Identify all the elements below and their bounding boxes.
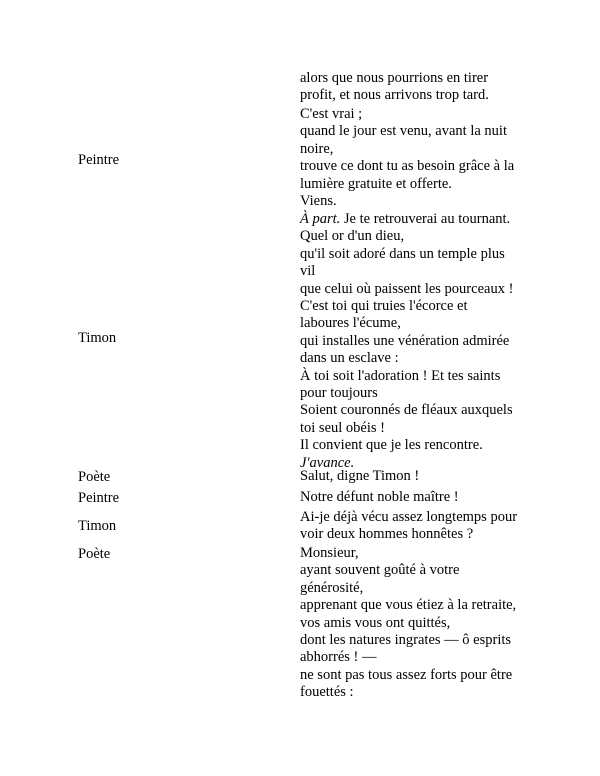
speech-line: ne sont pas tous assez forts pour être [300, 666, 513, 683]
speaker-name: Timon [78, 518, 117, 534]
speech-line: C'est toi qui truies l'écorce et [300, 298, 468, 315]
speech-text [300, 509, 530, 544]
speaker-name: Timon [78, 330, 117, 346]
speech-fragment: Je te retrouverai au tournant. [340, 211, 511, 227]
speech-line: alors que nous pourrions en tirer [300, 70, 489, 86]
speech-line: Ai-je déjà vécu assez longtemps pour [300, 509, 518, 525]
speech-line: Salut, digne Timon ! [300, 468, 420, 484]
speaker-name: Peintre [78, 152, 120, 168]
speech-line: voir deux hommes honnêtes ? [300, 526, 474, 543]
speech-line: C'est vrai ; [300, 106, 363, 122]
stage-direction: J'avance. [300, 454, 355, 471]
speech-text [300, 106, 530, 210]
speech-line: Viens. [300, 193, 337, 210]
speech-line: lumière gratuite et offerte. [300, 175, 452, 192]
speech-line: Quel or d'un dieu, [300, 228, 405, 245]
speech-line: pour toujours [300, 385, 378, 402]
speech-line: fouettés : [300, 684, 354, 701]
stage-direction: À part. [300, 211, 341, 227]
speech-text [300, 70, 530, 105]
speech-line: Il convient que je les rencontre. [300, 437, 483, 454]
speech-line: quand le jour est venu, avant la nuit [300, 123, 507, 140]
speaker-name: Poète [78, 469, 111, 485]
speech-line: Monsieur, [300, 545, 359, 561]
speech-line: Soient couronnés de fléaux auxquels [300, 402, 513, 419]
speech-line [300, 211, 530, 228]
speech-line: noire, [300, 140, 334, 157]
speech-line: dont les natures ingrates — ô esprits [300, 632, 512, 649]
speech-line: trouve ce dont tu as besoin grâce à la [300, 158, 515, 175]
speech-line: qui installes une vénération admirée [300, 332, 510, 349]
speech-line: abhorrés ! — [300, 649, 377, 666]
speech-line: vos amis vous ont quittés, [300, 614, 451, 631]
speech-line: profit, et nous arrivons trop tard. [300, 87, 489, 104]
speech-line: Notre défunt noble maître ! [300, 489, 459, 505]
speech-line: générosité, [300, 579, 364, 596]
speech-line: toi seul obéis ! [300, 419, 385, 436]
speech-line: que celui où paissent les pourceaux ! [300, 280, 514, 297]
speech-text [300, 468, 530, 485]
speech-line: À toi soit l'adoration ! Et tes saints [300, 367, 501, 384]
speech-text [300, 211, 530, 472]
speech-line: qu'il soit adoré dans un temple plus [300, 245, 505, 262]
speech-line: ayant souvent goûté à votre [300, 562, 460, 579]
speech-line: vil [300, 263, 316, 280]
speaker-name: Peintre [78, 490, 120, 506]
speech-line: apprenant que vous étiez à la retraite, [300, 597, 517, 614]
speaker-name: Poète [78, 546, 111, 562]
speech-text [300, 545, 530, 702]
speech-line: dans un esclave : [300, 350, 399, 367]
speech-text [300, 489, 530, 506]
speech-line: laboures l'écume, [300, 315, 401, 332]
